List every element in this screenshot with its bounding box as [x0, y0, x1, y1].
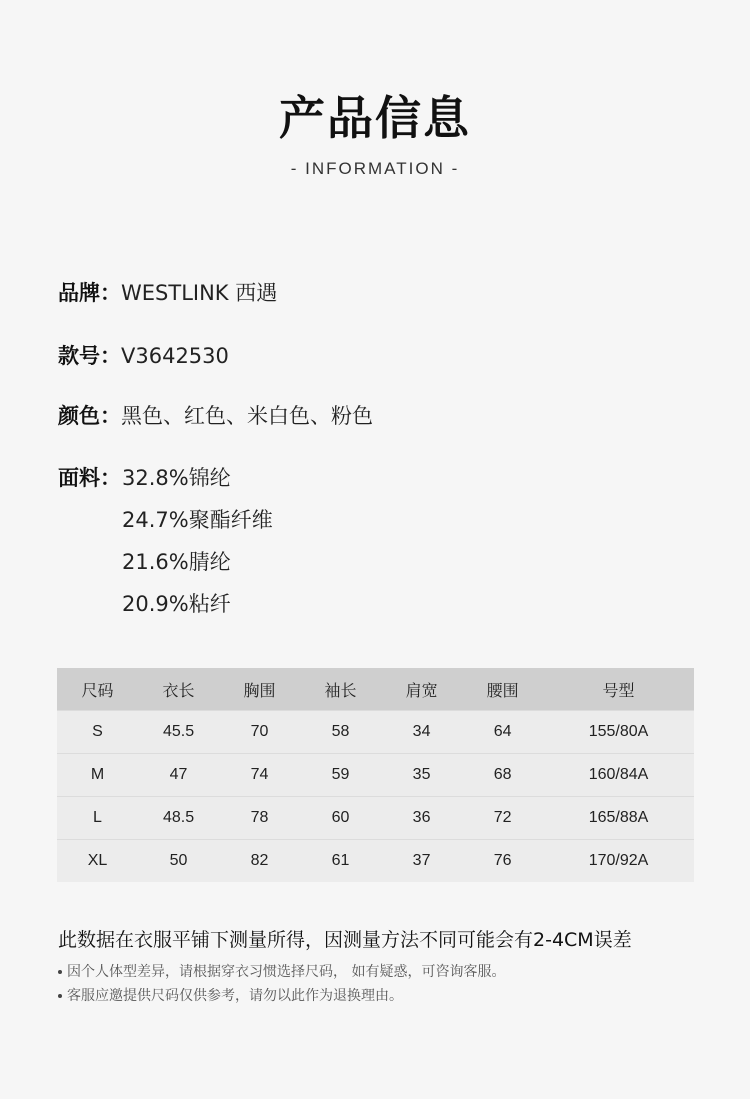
table-row: [57, 840, 694, 883]
table-cell: 74: [219, 754, 300, 797]
table-header-row: [57, 668, 694, 711]
tip-text: 客服应邀提供尺码仅供参考，请勿以此作为退换理由。: [67, 988, 403, 1004]
table-cell: 59: [300, 754, 381, 797]
table-cell: 82: [219, 840, 300, 883]
table-cell: 64: [462, 711, 543, 754]
table-cell: L: [57, 797, 138, 840]
fabric-item: 24.7%聚酯纤维: [122, 508, 273, 532]
fabric-row: [58, 464, 121, 492]
size-chart-table: [57, 668, 694, 882]
fabric-label: 面料：: [58, 466, 121, 490]
table-row: [57, 711, 694, 754]
table-cell: 170/92A: [543, 840, 694, 883]
measurement-note: 此数据在衣服平铺下测量所得，因测量方法不同可能会有2-4CM误差: [58, 929, 632, 951]
fabric-item: 20.9%粘纤: [122, 592, 231, 616]
brand-value: WESTLINK 西遇: [121, 281, 278, 305]
table-cell: 155/80A: [543, 711, 694, 754]
page-title: 产品信息: [279, 91, 471, 145]
header-length: 衣长: [138, 668, 219, 711]
table-cell: 76: [462, 840, 543, 883]
table-cell: S: [57, 711, 138, 754]
table-cell: 50: [138, 840, 219, 883]
table-cell: 68: [462, 754, 543, 797]
color-value: 黑色、红色、米白色、粉色: [121, 404, 373, 428]
table-cell: 45.5: [138, 711, 219, 754]
table-cell: 37: [381, 840, 462, 883]
table-cell: 34: [381, 711, 462, 754]
table-cell: 35: [381, 754, 462, 797]
color-label: 颜色：: [58, 404, 121, 428]
table-cell: 60: [300, 797, 381, 840]
table-cell: 78: [219, 797, 300, 840]
table-cell: 58: [300, 711, 381, 754]
table-row: [57, 797, 694, 840]
header-size: 尺码: [57, 668, 138, 711]
style-number-label: 款号：: [58, 344, 121, 368]
fabric-item: 21.6%腈纶: [122, 550, 231, 574]
table-cell: 36: [381, 797, 462, 840]
color-row: [58, 402, 373, 430]
tip-text: 因个人体型差异，请根据穿衣习惯选择尺码， 如有疑惑，可咨询客服。: [67, 964, 506, 980]
style-number-row: [58, 342, 229, 370]
header-bust: 胸围: [219, 668, 300, 711]
table-cell: M: [57, 754, 138, 797]
brand-row: [58, 279, 277, 307]
header-fit-code: 号型: [543, 668, 694, 711]
tip-item: [58, 986, 403, 1006]
table-row: [57, 754, 694, 797]
page-subtitle: - INFORMATION -: [290, 159, 460, 178]
table-cell: 160/84A: [543, 754, 694, 797]
table-cell: 72: [462, 797, 543, 840]
table-cell: 70: [219, 711, 300, 754]
table-cell: 48.5: [138, 797, 219, 840]
header-shoulder: 肩宽: [381, 668, 462, 711]
brand-label: 品牌：: [58, 281, 121, 305]
header-waist: 腰围: [462, 668, 543, 711]
tip-item: [58, 962, 505, 982]
table-cell: XL: [57, 840, 138, 883]
header-sleeve: 袖长: [300, 668, 381, 711]
bullet-icon: [58, 994, 62, 998]
bullet-icon: [58, 970, 62, 974]
table-cell: 165/88A: [543, 797, 694, 840]
table-cell: 47: [138, 754, 219, 797]
table-cell: 61: [300, 840, 381, 883]
fabric-item: 32.8%锦纶: [122, 466, 231, 490]
style-number-value: V3642530: [121, 344, 229, 368]
